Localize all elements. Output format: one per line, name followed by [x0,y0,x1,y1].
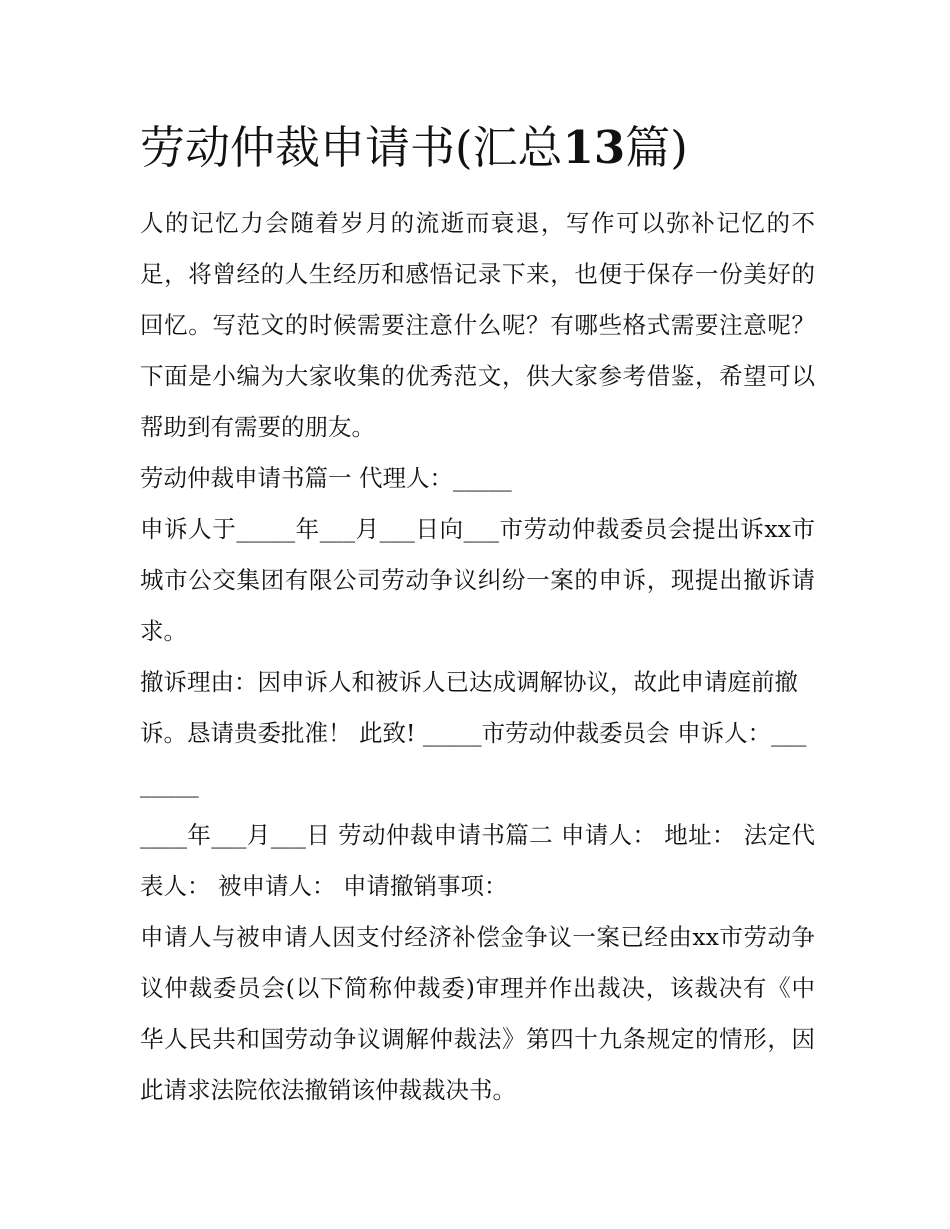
title-suffix: 篇) [625,121,688,174]
withdrawal-reason-paragraph: 撤诉理由：因申诉人和被诉人已达成调解协议，故此申请庭前撤诉。恳请贵委批准！ 此致! _____市劳动仲裁委员会 申诉人：________ [140,668,807,798]
complaint-paragraph: 申诉人于_____年___月___日向___市劳动仲裁委员会提出诉xx市城市公交集团有限公司劳动争议纠纷一案的申诉，现提出撤诉请求。 [140,515,815,645]
title-number: 13 [562,121,626,174]
section-one-heading: 劳动仲裁申请书篇一 代理人：_____ [140,464,512,492]
document-title [140,118,840,178]
document-body [140,198,815,1116]
title-text: 劳动仲裁申请书(汇总 [140,121,563,174]
section-two-heading: ____年___月___日 劳动仲裁申请书篇二 申请人： 地址： 法定代表人： 被申请人： 申请撤销事项： [140,821,815,900]
intro-paragraph: 人的记忆力会随着岁月的流逝而衰退，写作可以弥补记忆的不足，将曾经的人生经历和感悟记录下来，也便于保存一份美好的回忆。写范文的时候需要注意什么呢？有哪些格式需要注意呢？下面是小编为大家收集的优秀范文，供大家参考借鉴，希望可以帮助到有需要的朋友。 [140,209,815,441]
application-paragraph: 申请人与被申请人因支付经济补偿金争议一案已经由xx市劳动争议仲裁委员会(以下简称仲裁委)审理并作出裁决，该裁决有《中华人民共和国劳动争议调解仲裁法》第四十九条规定的情形，因此请求法院依法撤销该仲裁裁决书。 [140,923,815,1104]
